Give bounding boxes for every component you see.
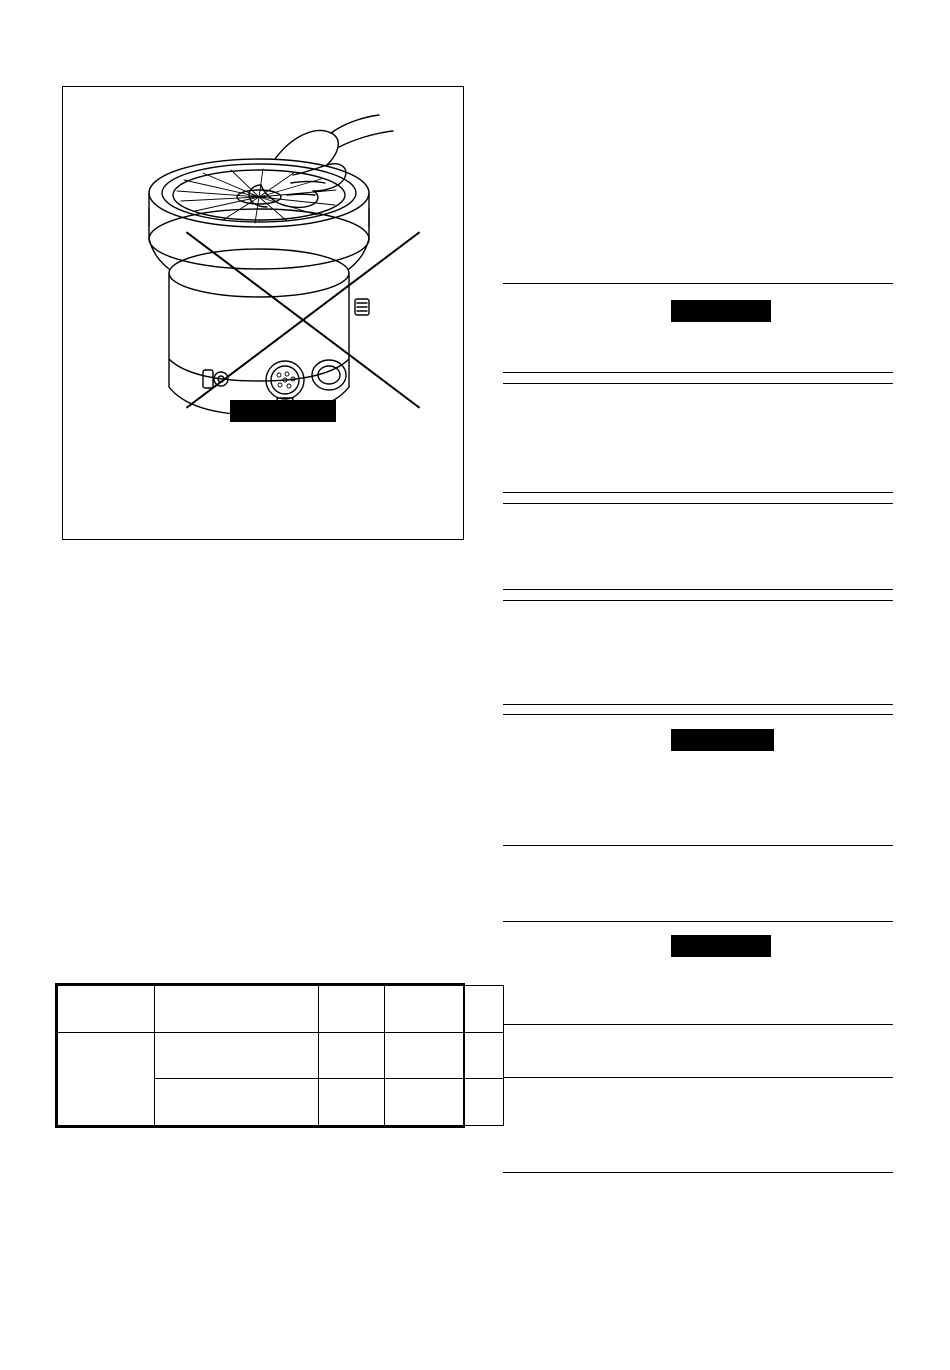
table-cell — [155, 1032, 319, 1079]
figure-illustration — [63, 87, 463, 539]
table-cell — [319, 1079, 385, 1126]
section-rule — [503, 589, 893, 590]
table-cell — [385, 1079, 504, 1126]
section-rule — [503, 704, 893, 705]
table-cell — [385, 986, 504, 1033]
section-rule — [503, 921, 893, 922]
pump-line-drawing — [63, 87, 465, 541]
table-cell — [155, 1079, 319, 1126]
table-cell — [385, 1032, 504, 1079]
table-row — [58, 986, 504, 1033]
table-cell — [319, 986, 385, 1033]
redacted-heading-3 — [671, 935, 771, 957]
table-cell — [319, 1032, 385, 1079]
table-cell — [58, 1032, 155, 1125]
figure-caption-redaction — [230, 400, 336, 422]
section-rule — [503, 1077, 893, 1078]
table-cell — [58, 986, 155, 1033]
section-rule — [503, 714, 893, 715]
section-rule — [503, 492, 893, 493]
specification-table — [55, 983, 465, 1128]
section-rule — [503, 372, 893, 373]
section-rule — [503, 1024, 893, 1025]
section-rule — [503, 600, 893, 601]
section-rule — [503, 1172, 893, 1173]
section-rule — [503, 503, 893, 504]
figure-panel — [62, 86, 464, 540]
right-text-column — [503, 0, 893, 1370]
section-rule — [503, 383, 893, 384]
redacted-heading-2 — [671, 729, 774, 751]
table-cell — [155, 986, 319, 1033]
section-rule — [503, 845, 893, 846]
section-rule — [503, 283, 893, 284]
redacted-heading-1 — [671, 300, 771, 322]
table-row — [58, 1032, 504, 1079]
